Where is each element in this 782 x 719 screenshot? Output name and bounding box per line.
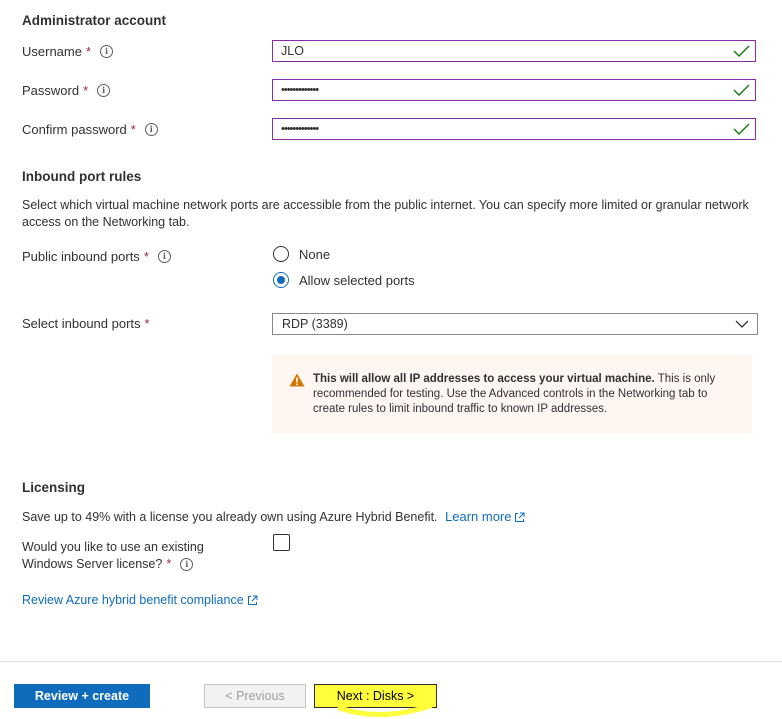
dropdown-value: RDP (3389): [282, 317, 348, 331]
password-label: [22, 83, 110, 98]
licensing-description-text: Save up to 49% with a license you already own using Azure Hybrid Benefit.: [22, 510, 438, 524]
required-mark: *: [143, 249, 149, 264]
external-link-icon: [514, 512, 525, 523]
password-label-text: Password: [22, 83, 80, 98]
username-input[interactable]: [272, 40, 756, 62]
confirm-password-label-text: Confirm password: [22, 122, 127, 137]
required-mark: *: [85, 44, 92, 59]
existing-license-label: [22, 539, 204, 573]
warning-banner: [272, 355, 752, 433]
inbound-rules-title: Inbound port rules: [22, 169, 142, 184]
required-mark: *: [144, 316, 150, 331]
previous-button[interactable]: < Previous: [204, 684, 306, 708]
checkmark-icon: [731, 83, 751, 97]
username-value: JLO: [281, 44, 304, 58]
warning-text: [313, 372, 734, 433]
select-inbound-ports-label-text: Select inbound ports: [22, 316, 141, 331]
confirm-password-value: •••••••••••••: [281, 123, 319, 135]
info-icon[interactable]: i: [145, 123, 158, 136]
review-compliance-link[interactable]: [22, 593, 258, 607]
checkmark-icon: [731, 122, 751, 136]
inbound-description: Select which virtual machine network ports are accessible from the public internet. You can specify more limited or granular network access on the Networking tab.: [22, 198, 749, 229]
required-mark: *: [130, 122, 136, 137]
existing-license-line2: Windows Server license?: [22, 557, 163, 571]
info-icon[interactable]: i: [97, 84, 110, 97]
warning-bold: This will allow all IP addresses to access your virtual machine.: [313, 373, 655, 385]
radio-none[interactable]: [273, 246, 330, 262]
confirm-password-label: [22, 122, 158, 137]
radio-none-label: None: [299, 246, 331, 262]
learn-more-link[interactable]: [445, 509, 525, 524]
admin-account-title: Administrator account: [22, 13, 167, 28]
radio-allow-label: Allow selected ports: [299, 272, 415, 288]
username-label-text: Username: [22, 44, 82, 59]
required-mark: *: [83, 83, 89, 98]
public-inbound-ports-label: [22, 249, 171, 264]
info-icon[interactable]: i: [100, 45, 113, 58]
licensing-description: [22, 509, 525, 524]
inbound-ports-dropdown[interactable]: [272, 313, 758, 335]
existing-license-line1: Would you like to use an existing: [22, 540, 204, 554]
info-icon[interactable]: i: [158, 250, 171, 263]
warning-body: This is only recommended for testing. Use the Advanced controls in the Networking tab to create rules to limit inbound traffic to known IP addresses.: [313, 373, 716, 415]
licensing-title: Licensing: [22, 480, 86, 495]
required-mark: *: [166, 557, 172, 571]
info-icon[interactable]: i: [180, 558, 193, 571]
radio-circle[interactable]: [273, 246, 289, 262]
review-compliance-text: Review Azure hybrid benefit compliance: [22, 593, 244, 607]
highlight-annotation: [310, 700, 440, 719]
public-inbound-ports-label-text: Public inbound ports: [22, 249, 140, 264]
radio-allow-selected-ports[interactable]: [273, 272, 415, 288]
existing-license-checkbox[interactable]: [273, 534, 290, 551]
radio-circle-selected[interactable]: [273, 272, 289, 288]
next-disks-button[interactable]: Next : Disks >: [314, 684, 437, 708]
select-inbound-ports-label: [22, 316, 150, 331]
existing-license-line2-row: [22, 556, 204, 573]
footer-divider: [0, 661, 782, 662]
confirm-password-input[interactable]: [272, 118, 756, 140]
password-value: •••••••••••••: [281, 84, 319, 96]
username-label: [22, 44, 113, 59]
warning-icon: [289, 373, 305, 387]
checkmark-icon: [731, 44, 751, 58]
chevron-down-icon: [735, 320, 749, 328]
password-input[interactable]: [272, 79, 756, 101]
learn-more-text: Learn more: [445, 509, 512, 524]
external-link-icon: [247, 595, 258, 606]
review-create-button[interactable]: Review + create: [14, 684, 150, 708]
